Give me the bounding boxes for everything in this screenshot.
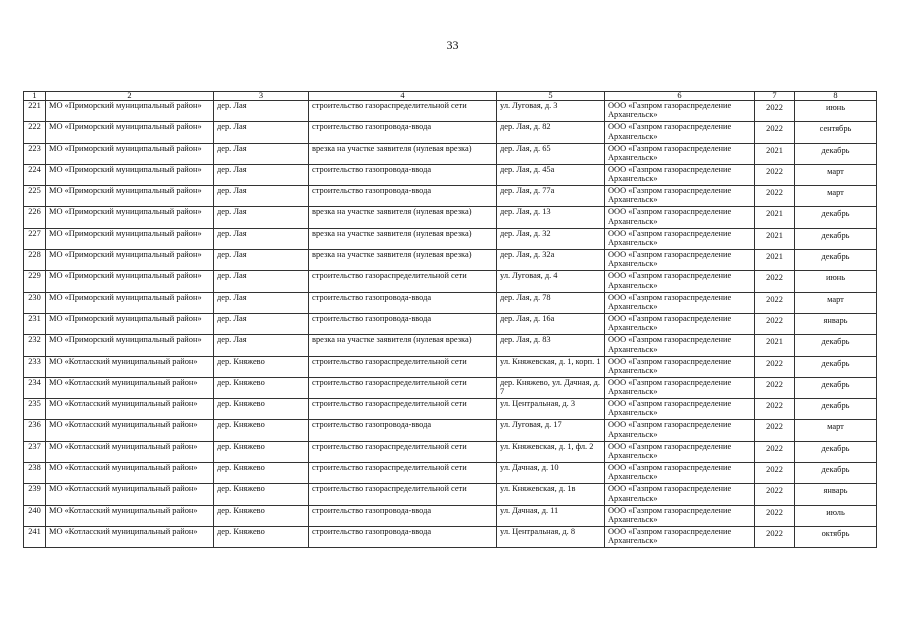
organization-cell: ООО «Газпром газораспределение Архангельск» (605, 526, 755, 547)
table-row (24, 143, 877, 164)
organization-cell: ООО «Газпром газораспределение Архангельск» (605, 484, 755, 505)
address-cell: дер. Лая, д. 77а (497, 186, 605, 207)
month-cell: март (795, 292, 877, 313)
address-cell: ул. Дачная, д. 10 (497, 463, 605, 484)
table-row (24, 484, 877, 505)
organization-cell: ООО «Газпром газораспределение Архангельск» (605, 356, 755, 377)
organization-cell: ООО «Газпром газораспределение Архангельск» (605, 313, 755, 334)
column-number: 1 (24, 92, 46, 101)
registry-table (23, 91, 877, 548)
address-cell: дер. Лая, д. 45а (497, 164, 605, 185)
table-row (24, 356, 877, 377)
locality-cell: дер. Княжево (214, 399, 309, 420)
address-cell: ул. Луговая, д. 17 (497, 420, 605, 441)
year-cell: 2022 (755, 420, 795, 441)
address-cell: дер. Лая, д. 32а (497, 250, 605, 271)
table-row (24, 441, 877, 462)
work-type-cell: строительство газопровода-ввода (309, 186, 497, 207)
table-row (24, 463, 877, 484)
address-cell: дер. Лая, д. 13 (497, 207, 605, 228)
locality-cell: дер. Княжево (214, 463, 309, 484)
row-number-cell: 238 (24, 463, 46, 484)
table-row (24, 250, 877, 271)
locality-cell: дер. Княжево (214, 484, 309, 505)
table-row (24, 420, 877, 441)
row-number-cell: 223 (24, 143, 46, 164)
organization-cell: ООО «Газпром газораспределение Архангельск» (605, 207, 755, 228)
year-cell: 2022 (755, 122, 795, 143)
organization-cell: ООО «Газпром газораспределение Архангельск» (605, 143, 755, 164)
year-cell: 2022 (755, 399, 795, 420)
work-type-cell: строительство газораспределительной сети (309, 271, 497, 292)
column-number: 6 (605, 92, 755, 101)
table-row (24, 526, 877, 547)
organization-cell: ООО «Газпром газораспределение Архангельск» (605, 399, 755, 420)
row-number-cell: 229 (24, 271, 46, 292)
year-cell: 2022 (755, 271, 795, 292)
month-cell: декабрь (795, 399, 877, 420)
address-cell: ул. Луговая, д. 3 (497, 101, 605, 122)
year-cell: 2022 (755, 313, 795, 334)
work-type-cell: строительство газопровода-ввода (309, 292, 497, 313)
address-cell: ул. Дачная, д. 11 (497, 505, 605, 526)
table-row (24, 228, 877, 249)
table-row (24, 377, 877, 398)
municipality-cell: МО «Котласский муниципальный район» (46, 420, 214, 441)
month-cell: июнь (795, 271, 877, 292)
address-cell: ул. Луговая, д. 4 (497, 271, 605, 292)
municipality-cell: МО «Приморский муниципальный район» (46, 335, 214, 356)
table-row (24, 399, 877, 420)
work-type-cell: строительство газопровода-ввода (309, 505, 497, 526)
month-cell: декабрь (795, 377, 877, 398)
month-cell: июль (795, 505, 877, 526)
locality-cell: дер. Княжево (214, 441, 309, 462)
work-type-cell: строительство газораспределительной сети (309, 399, 497, 420)
year-cell: 2022 (755, 441, 795, 462)
work-type-cell: врезка на участке заявителя (нулевая врезка) (309, 143, 497, 164)
month-cell: март (795, 186, 877, 207)
municipality-cell: МО «Котласский муниципальный район» (46, 377, 214, 398)
municipality-cell: МО «Котласский муниципальный район» (46, 526, 214, 547)
year-cell: 2022 (755, 463, 795, 484)
address-cell: дер. Лая, д. 83 (497, 335, 605, 356)
locality-cell: дер. Лая (214, 335, 309, 356)
address-cell: ул. Княжевская, д. 1в (497, 484, 605, 505)
year-cell: 2022 (755, 356, 795, 377)
locality-cell: дер. Княжево (214, 526, 309, 547)
column-number: 3 (214, 92, 309, 101)
column-number-row (24, 92, 877, 101)
row-number-cell: 226 (24, 207, 46, 228)
address-cell: ул. Княжевская, д. 1, корп. 1 (497, 356, 605, 377)
table-row (24, 122, 877, 143)
municipality-cell: МО «Приморский муниципальный район» (46, 271, 214, 292)
locality-cell: дер. Лая (214, 250, 309, 271)
organization-cell: ООО «Газпром газораспределение Архангельск» (605, 228, 755, 249)
month-cell: декабрь (795, 441, 877, 462)
year-cell: 2021 (755, 207, 795, 228)
row-number-cell: 235 (24, 399, 46, 420)
year-cell: 2022 (755, 292, 795, 313)
row-number-cell: 240 (24, 505, 46, 526)
row-number-cell: 239 (24, 484, 46, 505)
municipality-cell: МО «Приморский муниципальный район» (46, 313, 214, 334)
locality-cell: дер. Княжево (214, 420, 309, 441)
address-cell: ул. Центральная, д. 3 (497, 399, 605, 420)
work-type-cell: строительство газораспределительной сети (309, 441, 497, 462)
month-cell: декабрь (795, 335, 877, 356)
month-cell: март (795, 420, 877, 441)
locality-cell: дер. Княжево (214, 377, 309, 398)
column-number: 4 (309, 92, 497, 101)
municipality-cell: МО «Котласский муниципальный район» (46, 441, 214, 462)
locality-cell: дер. Княжево (214, 356, 309, 377)
month-cell: декабрь (795, 207, 877, 228)
address-cell: ул. Княжевская, д. 1, фл. 2 (497, 441, 605, 462)
work-type-cell: строительство газопровода-ввода (309, 164, 497, 185)
year-cell: 2022 (755, 505, 795, 526)
locality-cell: дер. Лая (214, 292, 309, 313)
organization-cell: ООО «Газпром газораспределение Архангельск» (605, 186, 755, 207)
column-number: 5 (497, 92, 605, 101)
organization-cell: ООО «Газпром газораспределение Архангельск» (605, 377, 755, 398)
month-cell: декабрь (795, 228, 877, 249)
month-cell: март (795, 164, 877, 185)
municipality-cell: МО «Приморский муниципальный район» (46, 228, 214, 249)
organization-cell: ООО «Газпром газораспределение Архангельск» (605, 335, 755, 356)
month-cell: декабрь (795, 356, 877, 377)
year-cell: 2021 (755, 250, 795, 271)
address-cell: дер. Княжево, ул. Дачная, д. 7 (497, 377, 605, 398)
work-type-cell: строительство газопровода-ввода (309, 313, 497, 334)
table-row (24, 313, 877, 334)
municipality-cell: МО «Приморский муниципальный район» (46, 207, 214, 228)
row-number-cell: 241 (24, 526, 46, 547)
municipality-cell: МО «Котласский муниципальный район» (46, 505, 214, 526)
address-cell: ул. Центральная, д. 8 (497, 526, 605, 547)
year-cell: 2022 (755, 186, 795, 207)
month-cell: июнь (795, 101, 877, 122)
table-row (24, 207, 877, 228)
organization-cell: ООО «Газпром газораспределение Архангельск» (605, 292, 755, 313)
municipality-cell: МО «Котласский муниципальный район» (46, 463, 214, 484)
organization-cell: ООО «Газпром газораспределение Архангельск» (605, 441, 755, 462)
month-cell: декабрь (795, 143, 877, 164)
row-number-cell: 230 (24, 292, 46, 313)
work-type-cell: строительство газопровода-ввода (309, 122, 497, 143)
row-number-cell: 228 (24, 250, 46, 271)
municipality-cell: МО «Котласский муниципальный район» (46, 484, 214, 505)
address-cell: дер. Лая, д. 32 (497, 228, 605, 249)
organization-cell: ООО «Газпром газораспределение Архангельск» (605, 463, 755, 484)
row-number-cell: 237 (24, 441, 46, 462)
locality-cell: дер. Лая (214, 271, 309, 292)
locality-cell: дер. Лая (214, 164, 309, 185)
municipality-cell: МО «Приморский муниципальный район» (46, 292, 214, 313)
organization-cell: ООО «Газпром газораспределение Архангельск» (605, 505, 755, 526)
locality-cell: дер. Лая (214, 186, 309, 207)
year-cell: 2022 (755, 484, 795, 505)
locality-cell: дер. Лая (214, 207, 309, 228)
year-cell: 2022 (755, 526, 795, 547)
month-cell: январь (795, 484, 877, 505)
locality-cell: дер. Лая (214, 313, 309, 334)
year-cell: 2021 (755, 228, 795, 249)
municipality-cell: МО «Приморский муниципальный район» (46, 122, 214, 143)
table-row (24, 186, 877, 207)
locality-cell: дер. Лая (214, 122, 309, 143)
municipality-cell: МО «Приморский муниципальный район» (46, 164, 214, 185)
municipality-cell: МО «Приморский муниципальный район» (46, 186, 214, 207)
table-row (24, 271, 877, 292)
locality-cell: дер. Лая (214, 143, 309, 164)
organization-cell: ООО «Газпром газораспределение Архангельск» (605, 271, 755, 292)
month-cell: декабрь (795, 463, 877, 484)
table-row (24, 292, 877, 313)
work-type-cell: врезка на участке заявителя (нулевая врезка) (309, 207, 497, 228)
row-number-cell: 232 (24, 335, 46, 356)
row-number-cell: 234 (24, 377, 46, 398)
address-cell: дер. Лая, д. 78 (497, 292, 605, 313)
column-number: 8 (795, 92, 877, 101)
page-number: 33 (446, 38, 459, 52)
year-cell: 2022 (755, 164, 795, 185)
work-type-cell: строительство газопровода-ввода (309, 526, 497, 547)
table-row (24, 164, 877, 185)
row-number-cell: 225 (24, 186, 46, 207)
year-cell: 2022 (755, 101, 795, 122)
work-type-cell: врезка на участке заявителя (нулевая врезка) (309, 335, 497, 356)
address-cell: дер. Лая, д. 82 (497, 122, 605, 143)
municipality-cell: МО «Приморский муниципальный район» (46, 250, 214, 271)
year-cell: 2022 (755, 377, 795, 398)
month-cell: октябрь (795, 526, 877, 547)
row-number-cell: 233 (24, 356, 46, 377)
column-number: 7 (755, 92, 795, 101)
municipality-cell: МО «Котласский муниципальный район» (46, 399, 214, 420)
organization-cell: ООО «Газпром газораспределение Архангельск» (605, 164, 755, 185)
locality-cell: дер. Лая (214, 228, 309, 249)
row-number-cell: 224 (24, 164, 46, 185)
table-row (24, 335, 877, 356)
table-row (24, 101, 877, 122)
work-type-cell: строительство газораспределительной сети (309, 356, 497, 377)
locality-cell: дер. Княжево (214, 505, 309, 526)
month-cell: декабрь (795, 250, 877, 271)
row-number-cell: 227 (24, 228, 46, 249)
work-type-cell: строительство газораспределительной сети (309, 484, 497, 505)
row-number-cell: 221 (24, 101, 46, 122)
work-type-cell: строительство газопровода-ввода (309, 420, 497, 441)
table-row (24, 505, 877, 526)
year-cell: 2021 (755, 143, 795, 164)
municipality-cell: МО «Приморский муниципальный район» (46, 143, 214, 164)
organization-cell: ООО «Газпром газораспределение Архангельск» (605, 122, 755, 143)
work-type-cell: строительство газораспределительной сети (309, 101, 497, 122)
work-type-cell: строительство газораспределительной сети (309, 463, 497, 484)
month-cell: январь (795, 313, 877, 334)
row-number-cell: 222 (24, 122, 46, 143)
municipality-cell: МО «Приморский муниципальный район» (46, 101, 214, 122)
row-number-cell: 231 (24, 313, 46, 334)
year-cell: 2021 (755, 335, 795, 356)
work-type-cell: врезка на участке заявителя (нулевая врезка) (309, 228, 497, 249)
organization-cell: ООО «Газпром газораспределение Архангельск» (605, 101, 755, 122)
work-type-cell: строительство газораспределительной сети (309, 377, 497, 398)
address-cell: дер. Лая, д. 65 (497, 143, 605, 164)
column-number: 2 (46, 92, 214, 101)
month-cell: сентябрь (795, 122, 877, 143)
organization-cell: ООО «Газпром газораспределение Архангельск» (605, 420, 755, 441)
organization-cell: ООО «Газпром газораспределение Архангельск» (605, 250, 755, 271)
work-type-cell: врезка на участке заявителя (нулевая врезка) (309, 250, 497, 271)
address-cell: дер. Лая, д. 16а (497, 313, 605, 334)
row-number-cell: 236 (24, 420, 46, 441)
municipality-cell: МО «Котласский муниципальный район» (46, 356, 214, 377)
locality-cell: дер. Лая (214, 101, 309, 122)
